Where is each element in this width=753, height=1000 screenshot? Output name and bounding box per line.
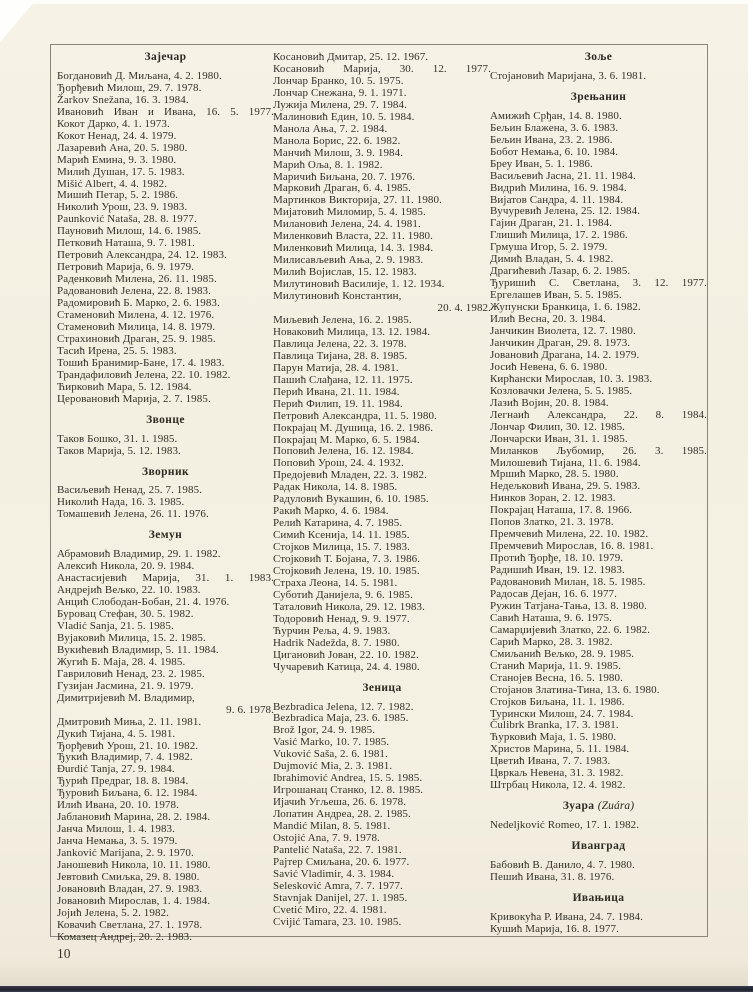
person-entry: Нинков Зоран, 2. 12. 1983. [490, 492, 616, 505]
person-entry: Томашевић Јелена, 26. 11. 1976. [57, 508, 209, 521]
person-entry: Миланков Љубомир, 26. 3. 1985. [490, 444, 707, 457]
person-entry: Вијатов Сандра, 4. 11. 1984. [490, 193, 624, 206]
person-entry: Јанча Немања, 3. 5. 1979. [57, 835, 178, 848]
person-entry: Тасић Ирена, 25. 5. 1983. [57, 344, 177, 357]
person-entry: Čulibrk Branka, 17. 3. 1981. [490, 719, 619, 732]
person-entry: Милић Војислав, 15. 12. 1983. [273, 266, 417, 279]
person-entry: Станојев Весна, 16. 5. 1980. [490, 671, 623, 684]
section-title-text: Иванград [571, 840, 626, 853]
person-entry: Ђорђевић Милош, 29. 7. 1978. [57, 81, 202, 94]
person-entry: Анастасијевић Марија, 31. 1. 1983. [57, 572, 274, 585]
person-entry: Ћурковић Маја, 1. 5. 1980. [490, 731, 617, 744]
person-entry: Парун Матија, 28. 4. 1981. [273, 361, 399, 374]
person-entry: Мартинков Викторија, 27. 11. 1980. [273, 194, 442, 207]
person-entry: Радовановић Јелена, 22. 8. 1983. [57, 285, 211, 298]
person-entry: Видрић Милина, 16. 9. 1984. [490, 181, 627, 194]
person-entry: Милутиновић Константин, [273, 290, 402, 303]
person-entry: Гузијан Јасмина, 21. 9. 1979. [57, 679, 194, 692]
person-entry: Релић Катарина, 4. 7. 1985. [273, 517, 403, 530]
person-entry: Страхиновић Драган, 25. 9. 1985. [57, 332, 216, 345]
person-entry: Стојковић Јелена, 19. 10. 1985. [273, 564, 420, 577]
person-entry: Петковић Наташа, 9. 7. 1981. [57, 237, 196, 250]
scan-edge-top [0, 0, 753, 4]
person-entry: Димић Владан, 5. 4. 1982. [490, 253, 614, 266]
person-entry: Манчић Милош, 3. 9. 1984. [273, 146, 404, 159]
person-entry: Драгићевић Лазар, 6. 2. 1985. [490, 265, 631, 278]
person-entry: Маричић Биљана, 20. 7. 1976. [273, 170, 416, 183]
person-entry: Ђуришић С. Светлана, 3. 12. 1977. [490, 277, 707, 290]
person-entry: Штрбац Никола, 12. 4. 1982. [490, 779, 626, 792]
person-entry: 20. 4. 1982. [437, 302, 491, 315]
person-entry: Суботић Данијела, 9. 6. 1985. [273, 588, 413, 601]
section-title [57, 530, 274, 542]
directory-section [490, 893, 707, 936]
person-entry: Христов Марина, 5. 11. 1984. [490, 743, 630, 756]
person-entry: Вујаковић Милица, 15. 2. 1985. [57, 631, 206, 644]
person-entry: Радишић Иван, 19. 12. 1983. [490, 564, 625, 577]
person-entry: Петровић Марија, 6. 9. 1979. [57, 261, 195, 274]
person-entry: Премчевић Милена, 22. 10. 1982. [490, 528, 649, 541]
person-entry: Петровић Александра, 11. 5. 1980. [273, 409, 437, 422]
person-entry: Јовановић Драгана, 14. 2. 1979. [490, 348, 640, 361]
person-entry: Таков Бошко, 31. 1. 1985. [57, 432, 178, 445]
person-entry: Чучаревић Катица, 24. 4. 1980. [273, 660, 420, 673]
person-entry: Cvetić Miro, 22. 4. 1981. [273, 903, 387, 916]
person-entry: Bezbradica Maja, 23. 6. 1985. [273, 712, 409, 725]
person-entry: Бобот Немања, 6. 10. 1984. [490, 145, 619, 158]
person-entry: Тодоровић Ненад, 9. 9. 1977. [273, 612, 410, 625]
person-entry: Савић Наташа, 9. 6. 1975. [490, 611, 613, 624]
directory-section [490, 92, 707, 792]
person-entry: Ibrahimović Andrea, 15. 5. 1985. [273, 772, 423, 785]
person-entry: Ковачић Светлана, 27. 1. 1978. [57, 918, 203, 931]
section-title [273, 683, 491, 695]
directory-section [57, 530, 274, 943]
section-title-text: Зеница [362, 681, 402, 694]
person-entry: Лончар Снежана, 9. 1. 1971. [273, 86, 407, 99]
person-entry: Симић Ксенија, 14. 11. 1985. [273, 529, 410, 542]
person-entry: Stavnjak Danijel, 27. 1. 1985. [273, 891, 408, 904]
person-entry: Трандафиловић Јелена, 22. 10. 1982. [57, 368, 231, 381]
person-entry: Богдановић Д. Миљана, 4. 2. 1980. [57, 69, 222, 82]
person-entry: Перић Ивана, 21. 11. 1984. [273, 385, 400, 398]
person-entry: Лопатин Андреа, 28. 2. 1985. [273, 808, 411, 821]
person-entry: Радак Никола, 14. 8. 1985. [273, 481, 398, 494]
person-entry: Премчевић Мирослав, 16. 8. 1981. [490, 540, 654, 553]
person-entry: Милисављевић Ања, 2. 9. 1983. [273, 254, 424, 267]
directory-section [490, 52, 707, 83]
person-entry: Стојановић Маријана, 3. 6. 1981. [490, 69, 647, 82]
person-entry: Лазаревић Ана, 20. 5. 1980. [57, 141, 188, 154]
person-entry: Предојевић Младен, 22. 3. 1982. [273, 469, 427, 482]
person-entry: Сарић Марко, 28. 3. 1982. [490, 635, 613, 648]
person-entry: Васиљевић Јасна, 21. 11. 1984. [490, 169, 636, 182]
person-entry: Анцић Слободан-Бобан, 21. 4. 1976. [57, 596, 230, 609]
person-entry: Амижић Срђан, 14. 8. 1980. [490, 109, 622, 122]
person-entry: Цигановић Јован, 22. 10. 1982. [273, 648, 419, 661]
person-entry: Лужија Милена, 29. 7. 1984. [273, 98, 407, 111]
person-entry: Лончар Бранко, 10. 5. 1975. [273, 74, 404, 87]
person-entry: 9. 6. 1978. [226, 703, 274, 716]
person-entry: Бељин Блажена, 3. 6. 1983. [490, 121, 619, 134]
person-entry: Комазец Андреј, 20. 2. 1983. [57, 930, 193, 943]
person-entry: Ђурић Предраг, 18. 8. 1984. [57, 775, 189, 788]
person-entry: Јанчикин Драган, 29. 8. 1973. [490, 336, 631, 349]
person-entry: Јојић Јелена, 5. 2. 1982. [57, 906, 170, 919]
person-entry: Манола Ања, 7. 2. 1984. [273, 122, 388, 135]
person-entry: Пешић Ивана, 31. 8. 1976. [490, 871, 615, 883]
person-entry: Андрејић Вељко, 22. 10. 1983. [57, 584, 201, 597]
person-entry: Ostojić Ana, 7. 9. 1978. [273, 832, 380, 844]
person-entry: Žarkov Snežana, 16. 3. 1984. [57, 93, 189, 106]
person-entry: Буровац Стефан, 30. 5. 1982. [57, 608, 194, 621]
person-entry: Илић Весна, 20. 3. 1984. [490, 313, 606, 326]
section-title [57, 415, 274, 427]
page-corner [0, 0, 36, 42]
person-entry: Вукићевић Владимир, 5. 11. 1984. [57, 643, 219, 656]
person-entry: Ергелашев Иван, 5. 5. 1985. [490, 289, 622, 302]
person-entry: Бреу Иван, 5. 1. 1986. [490, 157, 593, 170]
person-entry: Покрајац Наташа, 17. 8. 1966. [490, 504, 633, 517]
person-entry: Легнаић Александра, 22. 8. 1984. [490, 408, 707, 421]
person-entry: Mandić Milan, 8. 5. 1981. [273, 820, 391, 833]
person-entry: Поповић Јелена, 16. 12. 1984. [273, 445, 414, 458]
person-entry: Стојков Милица, 15. 7. 1983. [273, 541, 411, 554]
section-title [490, 841, 707, 853]
person-entry: Покрајац М. Марко, 6. 5. 1984. [273, 433, 420, 446]
person-entry: Pantelić Nataša, 22. 7. 1981. [273, 843, 402, 856]
person-entry: Жугић Б. Маја, 28. 4. 1985. [57, 655, 186, 668]
person-entry: Ћирковић Мара, 5. 12. 1984. [57, 380, 192, 393]
person-entry: Смиљанић Вељко, 28. 9. 1985. [490, 647, 635, 660]
person-entry: Бабовић В. Данило, 4. 7. 1980. [490, 859, 635, 872]
person-entry: Nedeljković Romeo, 17. 1. 1982. [490, 819, 640, 832]
person-entry: Миљевић Јелена, 16. 2. 1985. [273, 313, 412, 326]
person-entry: Đurdić Tanja, 27. 9. 1984. [57, 763, 175, 776]
person-entry: Раденковић Милена, 26. 11. 1985. [57, 273, 217, 286]
person-entry: Кокот Дарко, 4. 1. 1973. [57, 117, 170, 130]
person-entry: Попов Златко, 21. 3. 1978. [490, 516, 614, 529]
person-entry: Selesković Amra, 7. 7. 1977. [273, 879, 403, 892]
scan-edge-bottom [0, 986, 753, 992]
person-entry: Ракић Марко, 4. 6. 1984. [273, 505, 389, 518]
person-entry: Hadrik Nadežda, 8. 7. 1980. [273, 636, 400, 649]
person-entry: Страха Леона, 14. 5. 1981. [273, 576, 398, 589]
person-entry: Јанча Милош, 1. 4. 1983. [57, 823, 175, 836]
person-entry: Милановић Јелена, 24. 4. 1981. [273, 218, 421, 231]
person-entry: Таков Марија, 5. 12. 1983. [57, 444, 181, 457]
person-entry: Николић Урош, 23. 9. 1983. [57, 201, 188, 214]
person-entry: Милић Душан, 17. 5. 1983. [57, 165, 185, 178]
person-entry: Cvijić Tamara, 23. 10. 1985. [273, 915, 402, 928]
person-entry: Vasić Marko, 10. 7. 1985. [273, 736, 390, 749]
section-title-text: Звонце [146, 413, 185, 426]
section-title-latin: (Zuára) [597, 800, 635, 813]
directory-column-2 [273, 52, 491, 929]
person-entry: Дмитровић Миња, 2. 11. 1981. [57, 715, 202, 728]
person-entry: Миленковић Милица, 14. 3. 1984. [273, 242, 434, 255]
person-entry: Мршић Марко, 28. 5. 1980. [490, 468, 619, 481]
person-entry: Бељин Ивана, 23. 2. 1986. [490, 133, 613, 146]
person-entry: Цветић Ивана, 7. 7. 1983. [490, 755, 611, 768]
person-entry: Јовановић Мирослав, 1. 4. 1984. [57, 894, 211, 907]
section-title-text: Зрењанин [570, 90, 627, 103]
person-entry: Стојковић Т. Бојана, 7. 3. 1986. [273, 553, 421, 566]
person-entry: Savić Vladimir, 4. 3. 1984. [273, 867, 395, 880]
person-entry: Димитријевић М. Владимир, [57, 691, 195, 704]
person-entry: Ђуровић Биљана, 6. 12. 1984. [57, 787, 198, 800]
person-entry: Радуловић Вукашин, 6. 10. 1985. [273, 493, 429, 506]
person-entry: Ијачић Угљеша, 26. 6. 1978. [273, 796, 407, 809]
person-entry: Жупунски Бранкица, 1. 6. 1982. [490, 301, 641, 314]
section-title [57, 467, 274, 479]
person-entry: Јаблановић Марина, 28. 2. 1984. [57, 811, 211, 824]
person-entry: Ђорђевић Урош, 21. 10. 1982. [57, 739, 199, 752]
section-title-text: Зоље [584, 51, 613, 63]
section-title [490, 801, 707, 813]
section-title-text: Зуара [562, 800, 595, 813]
person-entry: Манола Борис, 22. 6. 1982. [273, 134, 401, 147]
person-entry: Јевтовић Смиљка, 29. 8. 1980. [57, 871, 200, 883]
person-entry: Петровић Александра, 24. 12. 1983. [57, 249, 227, 262]
person-entry: Алексић Никола, 20. 9. 1984. [57, 560, 195, 573]
section-title-text: Земун [148, 529, 183, 542]
person-entry: Таталовић Никола, 29. 12. 1983. [273, 600, 425, 613]
person-entry: Цвркаљ Невена, 31. 3. 1982. [490, 767, 624, 780]
person-entry: Николић Нада, 16. 3. 1985. [57, 496, 185, 509]
section-title-text: Зајечар [144, 51, 187, 63]
person-entry: Станић Марија, 11. 9. 1985. [490, 659, 622, 672]
person-entry: Радовановић Милан, 18. 5. 1985. [490, 576, 646, 589]
person-entry: Грмуша Игор, 5. 2. 1979. [490, 241, 608, 254]
person-entry: Mišić Albert, 4. 4. 1982. [57, 177, 168, 190]
directory-section [490, 841, 707, 884]
person-entry: Турински Милош, 24. 7. 1984. [490, 707, 634, 720]
directory-section [57, 52, 274, 406]
section-title [57, 52, 274, 64]
person-entry: Новаковић Милица, 13. 12. 1984. [273, 325, 431, 338]
person-entry: Марић Оља, 8. 1. 1982. [273, 158, 383, 171]
person-entry: Васиљевић Ненад, 25. 7. 1985. [57, 484, 203, 497]
person-entry: Vladić Sanja, 21. 5. 1985. [57, 619, 174, 632]
person-entry: Janković Marijana, 2. 9. 1970. [57, 847, 194, 860]
person-entry: Миленковић Власта, 22. 11. 1980. [273, 230, 433, 243]
person-entry: Ружин Татјана-Тања, 13. 8. 1980. [490, 599, 647, 612]
person-entry: Милошевић Тијана, 11. 6. 1984. [490, 456, 641, 469]
directory-section [57, 467, 274, 522]
person-entry: Радомировић Б. Марко, 2. 6. 1983. [57, 297, 220, 310]
person-entry: Церовановић Марија, 2. 7. 1985. [57, 392, 211, 405]
person-entry: Стаменовић Милица, 14. 8. 1979. [57, 320, 216, 333]
person-entry: Кушић Марија, 16. 8. 1977. [490, 922, 619, 935]
directory-section [57, 415, 274, 458]
person-entry: Глишић Милица, 17. 2. 1986. [490, 229, 628, 242]
page-number: 10 [57, 946, 71, 961]
person-entry: Dujmović Mia, 2. 3. 1981. [273, 760, 393, 773]
person-entry: Мијатовић Миломир, 5. 4. 1985. [273, 206, 426, 219]
person-entry: Перић Филип, 19. 11. 1984. [273, 397, 403, 410]
person-entry: Лончарски Иван, 31. 1. 1985. [490, 432, 628, 445]
person-entry: Јанчикин Виолета, 12. 7. 1980. [490, 325, 636, 338]
person-entry: Абрамовић Владимир, 29. 1. 1982. [57, 548, 221, 561]
person-entry: Вучуревић Јелена, 25. 12. 1984. [490, 205, 641, 218]
person-entry: Марић Емина, 9. 3. 1980. [57, 153, 177, 166]
person-entry: Покрајац М. Душица, 16. 2. 1986. [273, 421, 434, 434]
person-entry: Стојков Биљана, 11. 1. 1986. [490, 695, 625, 708]
section-title-text: Ивањица [572, 891, 625, 904]
person-entry: Кривокућа Р. Ивана, 24. 7. 1984. [490, 910, 643, 923]
person-entry: Илић Ивана, 20. 10. 1978. [57, 799, 179, 812]
person-entry: Vuković Saša, 2. 6. 1981. [273, 748, 388, 761]
section-title [490, 92, 707, 104]
person-entry: Протић Ђорђе, 18. 10. 1979. [490, 552, 624, 565]
person-entry: Недељковић Ивана, 29. 5. 1983. [490, 480, 641, 493]
person-entry: Тошић Бранимир-Бане, 17. 4. 1983. [57, 356, 225, 369]
person-entry: Рајтер Смиљана, 20. 6. 1977. [273, 855, 410, 868]
person-entry: Лончар Филип, 30. 12. 1985. [490, 420, 626, 433]
person-entry: Paunković Nataša, 28. 8. 1977. [57, 213, 197, 226]
person-entry: Јосић Невена, 6. 6. 1980. [490, 360, 608, 373]
person-entry: Ивановић Иван и Ивана, 16. 5. 1977. [57, 105, 274, 118]
directory-section [273, 683, 491, 929]
person-entry: Малиновић Един, 10. 5. 1984. [273, 110, 415, 123]
person-entry: Самарџијевић Златко, 22. 6. 1982. [490, 623, 651, 636]
person-entry: Поповић Урош, 24. 4. 1932. [273, 457, 404, 470]
person-entry: Стојанов Златина-Тина, 13. 6. 1980. [490, 683, 660, 696]
person-entry: Радосав Дејан, 16. 6. 1977. [490, 587, 618, 600]
person-entry: Пашић Слађана, 12. 11. 1975. [273, 373, 413, 386]
person-entry: Brož Igor, 24. 9. 1985. [273, 724, 376, 737]
person-entry: Косановић Дмитар, 25. 12. 1967. [273, 51, 429, 63]
person-entry: Кокот Ненад, 24. 4. 1979. [57, 129, 177, 142]
person-entry: Павлица Тијана, 28. 8. 1985. [273, 349, 408, 362]
person-entry: Кирћански Мирослав, 10. 3. 1983. [490, 372, 653, 385]
person-entry: Лазић Војин, 20. 8. 1984. [490, 396, 609, 409]
person-entry: Пауновић Милош, 14. 6. 1985. [57, 225, 202, 238]
person-entry: Јовановић Владан, 27. 9. 1983. [57, 882, 203, 895]
person-entry: Мишић Петар, 5. 2. 1986. [57, 189, 179, 202]
person-entry: Дукић Тијана, 4. 5. 1981. [57, 727, 176, 740]
person-entry: Ћурчин Реља, 4. 9. 1983. [273, 624, 391, 637]
person-entry: Ђукић Владимир, 7. 4. 1982. [57, 751, 193, 764]
directory-section [490, 801, 707, 832]
section-title [490, 893, 707, 905]
person-entry: Павлица Јелена, 22. 3. 1978. [273, 337, 407, 350]
person-entry: Козловачки Јелена, 5. 5. 1985. [490, 384, 633, 397]
person-entry: Милутиновић Василије, 1. 12. 1934. [273, 278, 445, 291]
person-entry: Марковић Драган, 6. 4. 1985. [273, 182, 411, 195]
person-entry: Bezbradica Jelena, 12. 7. 1982. [273, 700, 414, 713]
person-entry: Косановић Марија, 30. 12. 1977. [273, 62, 491, 75]
person-entry: Гајин Драган, 21. 1. 1984. [490, 217, 613, 230]
section-title-text: Зворник [141, 465, 190, 478]
person-entry: Гавриловић Ненад, 23. 2. 1985. [57, 667, 205, 680]
directory-section [273, 52, 491, 674]
person-entry: Стаменовић Милена, 4. 12. 1976. [57, 309, 215, 322]
person-entry: Игрошанац Станко, 12. 8. 1985. [273, 784, 424, 797]
section-title [490, 52, 707, 64]
directory-column-1 [57, 52, 274, 944]
person-entry: Јаношевић Никола, 10. 11. 1980. [57, 859, 211, 872]
directory-column-3 [490, 52, 707, 936]
